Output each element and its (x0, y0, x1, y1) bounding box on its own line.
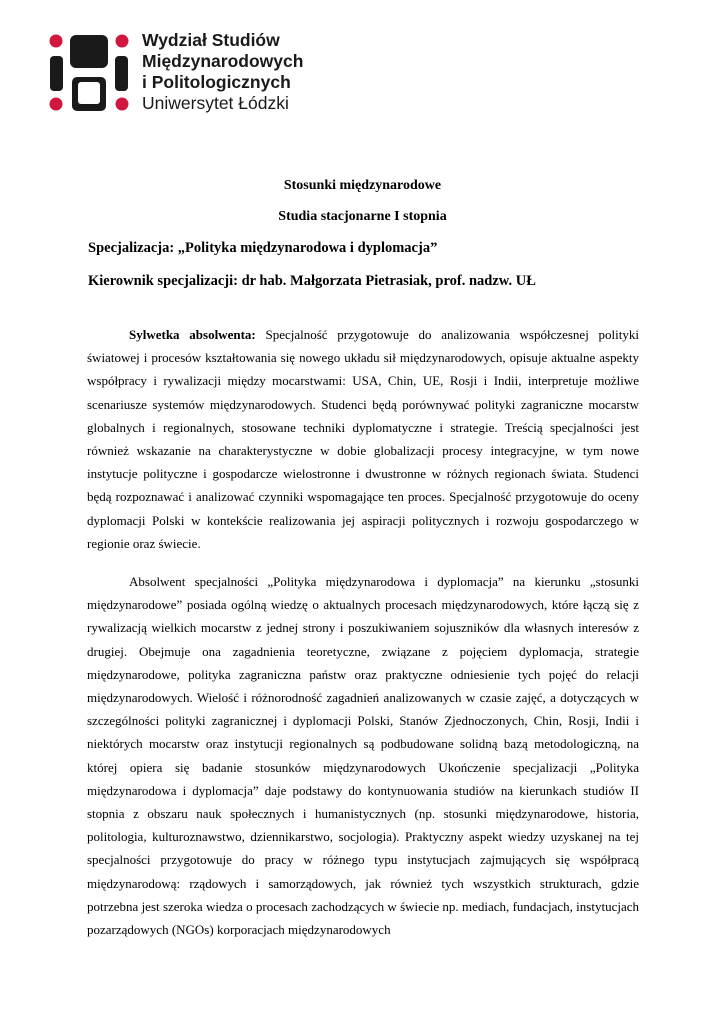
faculty-name-line-1: Wydział Studiów (142, 30, 280, 50)
specialization-head: Kierownik specjalizacji: dr hab. Małgorzata Pietrasiak, prof. nadzw. UŁ (88, 273, 536, 289)
faculty-name (142, 30, 303, 114)
graduate-profile-text: Specjalność przygotowuje do analizowania współczesnej polityki światowej i procesów kształtowania się nowego układu sił międzynarodowych, opisuje aktualne aspekty współpracy i rywalizacji między mocarstwami: USA, Chin, UE, Rosji i Indii, interpretuje możliwe scenariusze systemów międzynarodowych. Studenci będą porównywać polityki zagraniczne mocarstw globalnych i regionalnych, stosowane techniki dyplomatyczne i strategie. Treścią specjalności jest również wskazanie na charakterystyczne w dobie globalizacji procesy integracyjne, w tym nowe instytucje polityczne i gospodarcze wielostronne i dwustronne w różnych regionach świata. Studenci będą rozpoznawać i analizować czynniki wspomagające ten proces. Specjalność przygotowuje do oceny dyplomacji Polski w kontekście realizowania jej aspiracji politycznych i rozwoju gospodarczego w regionie oraz świecie. (87, 327, 639, 551)
study-mode-title: Studia stacjonarne I stopnia (278, 209, 447, 224)
faculty-name-line-2: Międzynarodowych (142, 51, 304, 71)
university-emblem-icon (48, 32, 130, 114)
university-name: Uniwersytet Łódzki (142, 93, 289, 113)
specialization-title: Specjalizacja: „Polityka międzynarodowa i dyplomacja” (88, 240, 438, 256)
faculty-name-line-3: i Politologicznych (142, 72, 291, 92)
faculty-logo (48, 30, 308, 112)
graduate-profile-paragraph (87, 323, 639, 555)
graduate-description-paragraph: Absolwent specjalności „Polityka międzynarodowa i dyplomacja” na kierunku „stosunki międzynarodowe” posiada ogólną wiedzę o aktualnych procesach międzynarodowych, które łączą się z rywalizacją wielkich mocarstw z jednej strony i poszukiwaniem sojuszników dla własnych interesów z drugiej. Obejmuje ona zagadnienia teoretyczne, związane z pojęciem dyplomacja, strategie międzynarodowe, polityka zagraniczna państw oraz praktyczne odniesienie tych pojęć do relacji międzynarodowych. Wielość i różnorodność zagadnień analizowanych w czasie zajęć, a dotyczących w szczególności polityki zagranicznej i dyplomacji Polski, Stanów Zjednoczonych, Chin, Rosji, Indii i niektórych mocarstw oraz instytucji regionalnych są podbudowane solidną bazą metodologiczną, na której opiera się badanie stosunków międzynarodowych Ukończenie specjalizacji „Polityka międzynarodowa i dyplomacja” daje podstawy do kontynuowania studiów na kierunkach studiów II stopnia z obszaru nauk społecznych i humanistycznych (np. stosunki międzynarodowe, historia, politologia, kulturoznawstwo, dziennikarstwo, socjologia). Praktyczny aspekt wiedzy uzyskanej na tej specjalności przygotowuje do pracy w różnego typu instytucjach zajmujących się współpracą międzynarodową: rządowych i samorządowych, jak również tych wszystkich strukturach, gdzie potrzebna jest szeroka wiedza o procesach zachodzących w świecie np. mediach, fundacjach, instytucjach pozarządowych (NGOs) korporacjach międzynarodowych (87, 574, 639, 938)
graduate-profile-label: Sylwetka absolwenta: (129, 327, 256, 342)
field-of-study-title: Stosunki międzynarodowe (283, 178, 442, 193)
